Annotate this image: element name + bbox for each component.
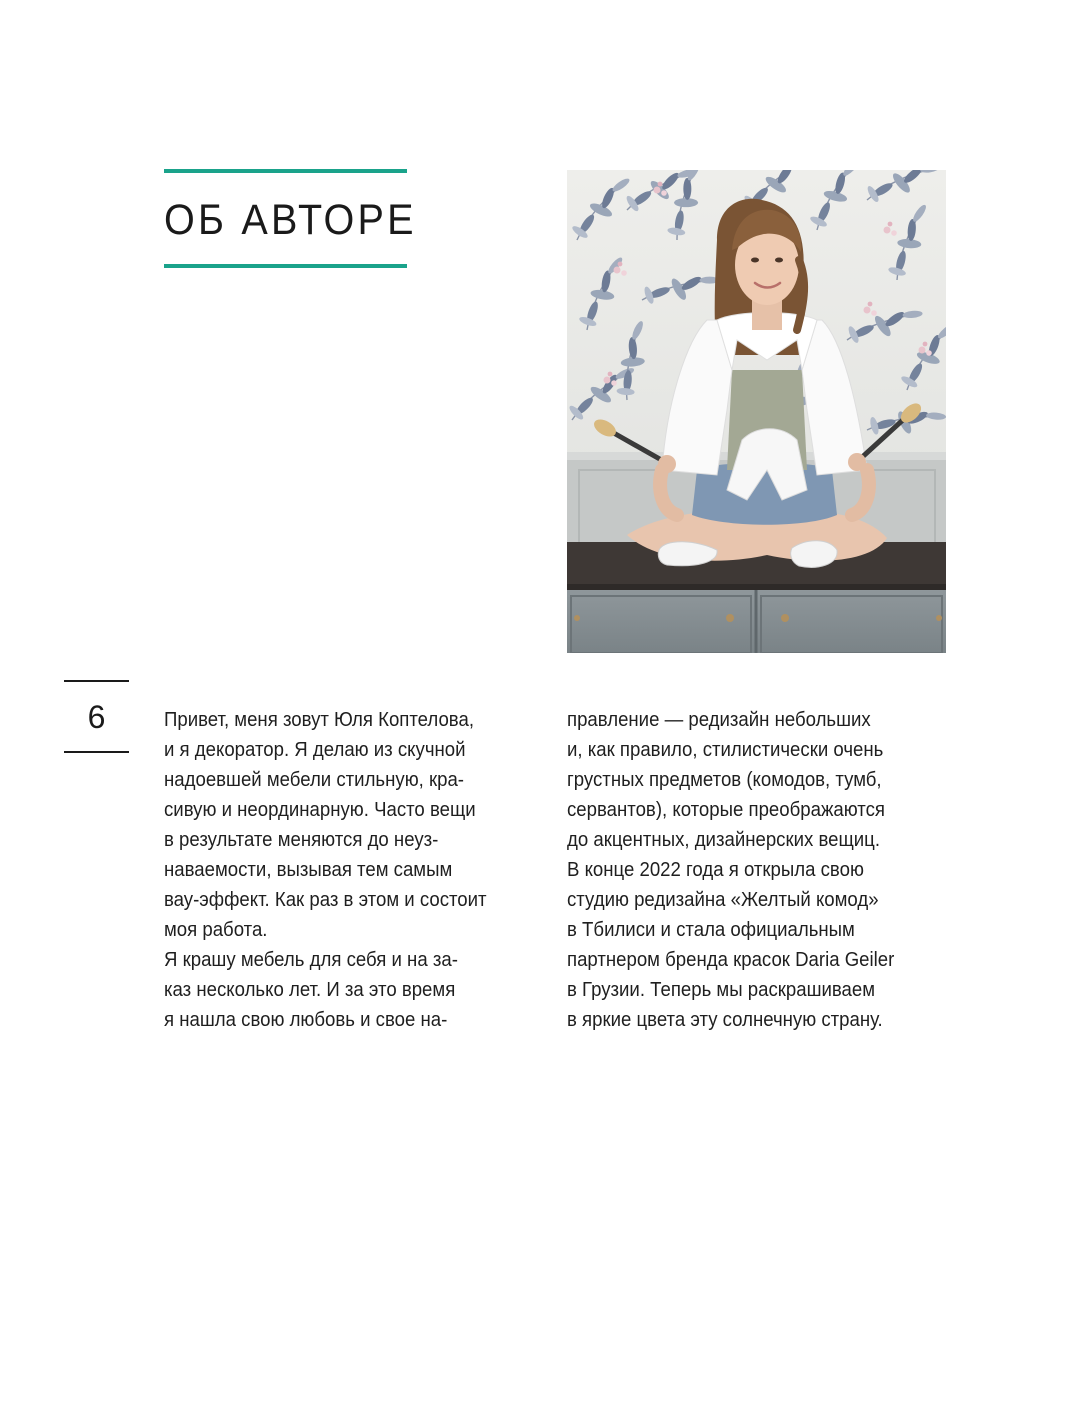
body-line: сервантов), которые преображаются [567,799,885,821]
body-line: каз несколько лет. И за это время [164,979,456,1001]
body-line: в Грузии. Теперь мы раскрашиваем [567,979,876,1001]
title-top-rule [164,169,407,173]
body-line: Привет, меня зовут Юля Коптелова, [164,709,474,731]
body-line: грустных предметов (комодов, тумб, [567,769,882,791]
body-line: студию редизайна «Желтый комод» [567,889,879,911]
page-number-top-rule [64,680,129,682]
body-text-left-column [164,705,549,1035]
page-number-bottom-rule [64,751,129,753]
page-number: 6 [87,699,106,735]
body-line: в яркие цвета эту солнечную страну. [567,1009,883,1031]
author-photo [567,170,946,653]
body-line: правление — редизайн небольших [567,709,871,731]
section-title: ОБ АВТОРЕ [164,196,417,244]
title-bottom-rule [164,264,407,268]
body-line: в Тбилиси и стала официальным [567,919,855,941]
body-line: я нашла свою любовь и свое на- [164,1009,448,1031]
body-line: и я декоратор. Я делаю из скучной [164,739,466,761]
body-line: Я крашу мебель для себя и на за- [164,949,458,971]
body-line: в результате меняются до неуз- [164,829,439,851]
body-line: и, как правило, стилистически очень [567,739,884,761]
body-line: моя работа. [164,919,268,941]
body-text-right-column [567,705,952,1035]
body-line: вау-эффект. Как раз в этом и состоит [164,889,487,911]
body-line: партнером бренда красок Daria Geiler [567,949,895,971]
body-line: сивую и неординарную. Часто вещи [164,799,476,821]
body-line: В конце 2022 года я открыла свою [567,859,864,881]
body-line: наваемости, вызывая тем самым [164,859,453,881]
body-line: надоевшей мебели стильную, кра- [164,769,464,791]
body-line: до акцентных, дизайнерских вещиц. [567,829,881,851]
